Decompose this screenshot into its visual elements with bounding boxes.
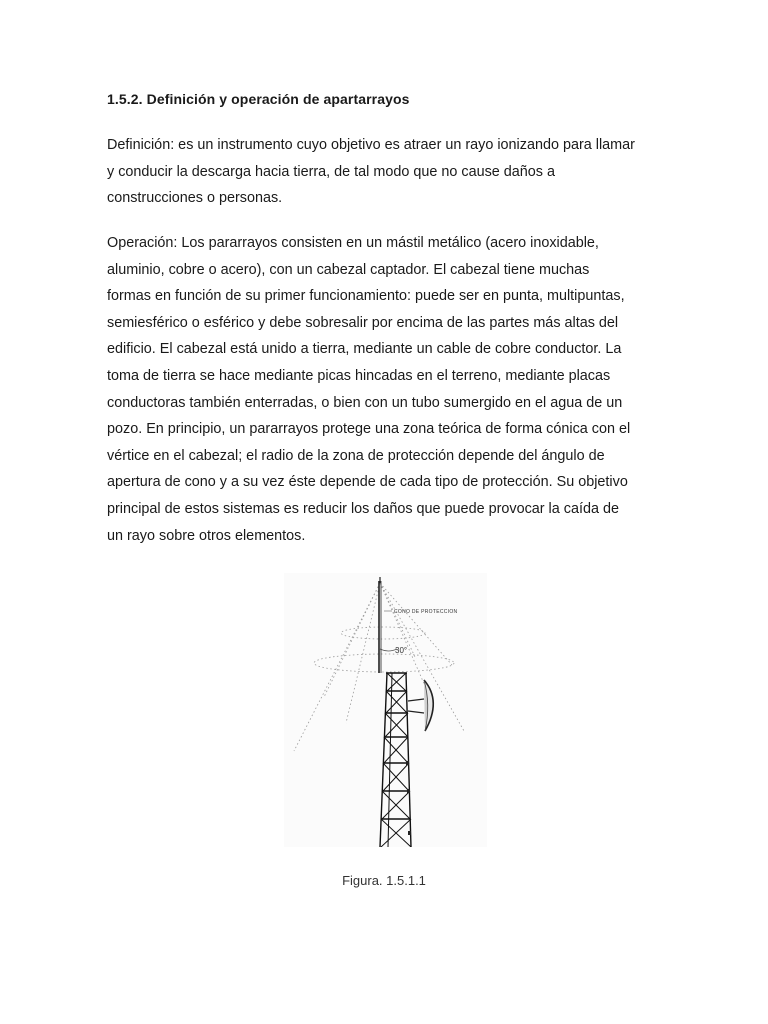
tower-drawing [284,573,487,847]
definition-paragraph: Definición: es un instrumento cuyo objetivo es atraer un rayo ionizando para llamar y conducir la descarga hacia tierra, de tal modo que no cause daños a construcciones o personas. [107,137,635,207]
cone-label: CONO DE PROTECCION [394,609,458,615]
lightning-rod-figure [284,573,487,847]
operation-paragraph: Operación: Los pararrayos consisten en un mástil metálico (acero inoxidable, aluminio, cobre o acero), con un cabezal captador. El cabezal tiene muchas formas en función de su primer funcionamiento: puede ser en punta, multipuntas, semiesférico o esférico y debe sobresalir por encima de las partes más altas del edificio. El cabezal está unido a tierra, mediante un cable de cobre conductor. La toma de tierra se hace mediante picas hincadas en el terreno, mediante placas conductoras también enterradas, o bien con un tubo sumergido en el agua de un pozo. En principio, un pararrayos protege una zona teórica de forma cónica con el vértice en el cabezal; el radio de la zona de protección depende del ángulo de apertura de cono y a su vez éste depende de cada tipo de protección. Su objetivo principal de estos sistemas es reducir los daños que puede provocar la caída de un rayo sobre otros elementos. [107,235,631,544]
figure-caption: Figura. 1.5.1.1 [342,873,426,888]
section-heading: 1.5.2. Definición y operación de apartarrayos [107,91,410,107]
angle-label: 30° [395,646,408,655]
